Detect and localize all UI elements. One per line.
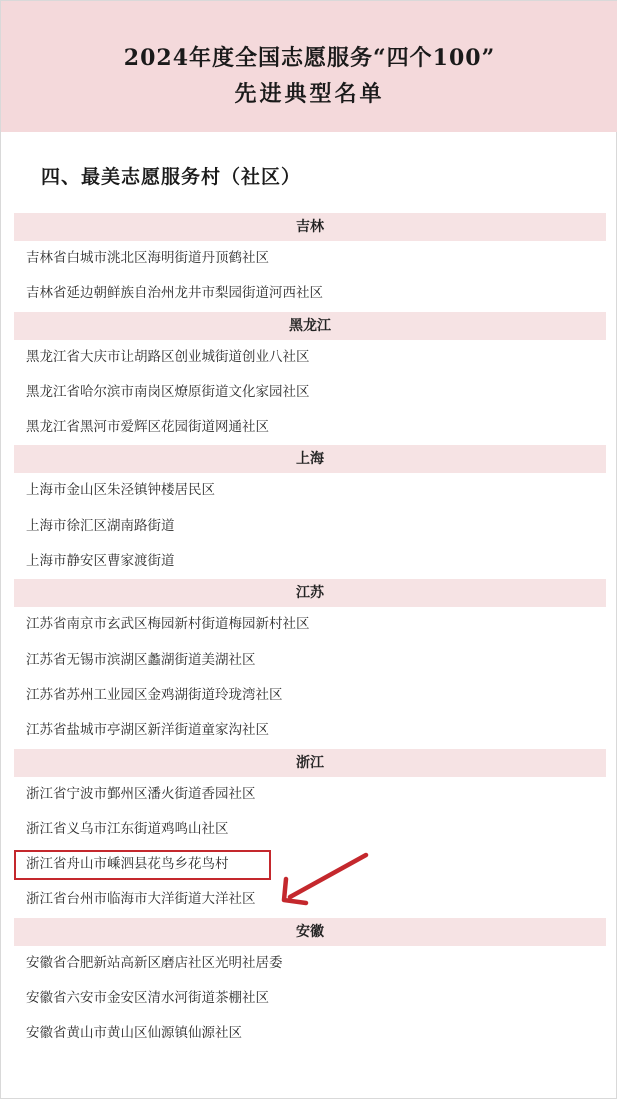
list-item — [14, 375, 606, 410]
list-item — [14, 1016, 606, 1051]
province-header: 浙江 — [14, 749, 606, 777]
list-item-label: 上海市静安区曹家渡街道 — [26, 553, 175, 570]
list-item-label: 江苏省盐城市亭湖区新洋街道童家沟社区 — [26, 722, 269, 739]
village-list — [14, 213, 606, 1052]
province-header: 江苏 — [14, 579, 606, 607]
list-item-label: 安徽省黄山市黄山区仙源镇仙源社区 — [26, 1025, 242, 1042]
header-banner — [1, 1, 617, 132]
list-item — [14, 509, 606, 544]
list-item — [14, 410, 606, 445]
list-item — [14, 544, 606, 579]
list-item — [14, 340, 606, 375]
list-item — [14, 981, 606, 1016]
list-item-label: 吉林省白城市洮北区海明街道丹顶鹤社区 — [26, 250, 269, 266]
list-item-label: 黑龙江省哈尔滨市南岗区燎原街道文化家园社区 — [26, 383, 310, 400]
list-item — [14, 777, 606, 812]
list-item-label: 浙江省舟山市嵊泗县花鸟乡花鸟村 — [26, 856, 229, 873]
list-item-label: 江苏省无锡市滨湖区蠡湖街道美湖社区 — [26, 651, 256, 668]
page-title-line2: 先进典型名单 — [234, 81, 385, 107]
list-item-label: 安徽省合肥新站高新区磨店社区光明社居委 — [26, 954, 283, 971]
arrow-icon — [276, 851, 376, 911]
list-item-label: 上海市徐汇区湖南路街道 — [26, 517, 175, 534]
list-item — [14, 241, 606, 276]
list-item-label: 江苏省苏州工业园区金鸡湖街道玲珑湾社区 — [26, 686, 283, 703]
highlight-box — [14, 850, 271, 880]
province-header: 上海 — [14, 445, 606, 473]
province-header: 安徽 — [14, 918, 606, 946]
page-title-line1: 2024年度全国志愿服务“四个100” — [123, 45, 496, 71]
list-item — [14, 276, 606, 311]
list-item — [14, 678, 606, 713]
list-item-label: 吉林省延边朝鲜族自治州龙井市梨园街道河西社区 — [26, 285, 323, 302]
list-item — [14, 643, 606, 678]
list-item-label: 黑龙江省黑河市爱辉区花园街道网通社区 — [26, 419, 269, 436]
list-item-label: 江苏省南京市玄武区梅园新村街道梅园新村社区 — [26, 616, 310, 633]
list-item-label: 浙江省义乌市江东街道鸡鸣山社区 — [26, 820, 229, 837]
list-item — [14, 607, 606, 642]
list-item-label: 黑龙江省大庆市让胡路区创业城街道创业八社区 — [26, 348, 310, 365]
list-item — [14, 473, 606, 508]
province-header: 黑龙江 — [14, 312, 606, 340]
list-item-label: 上海市金山区朱泾镇钟楼居民区 — [26, 482, 215, 499]
section-title: 四、最美志愿服务村（社区） — [41, 166, 302, 188]
list-item — [14, 946, 606, 981]
list-item — [14, 812, 606, 847]
list-item-label: 安徽省六安市金安区清水河街道茶棚社区 — [26, 990, 269, 1007]
list-item — [14, 713, 606, 748]
province-header: 吉林 — [14, 213, 606, 241]
list-item-label: 浙江省台州市临海市大洋街道大洋社区 — [26, 891, 256, 908]
list-item-label: 浙江省宁波市鄞州区潘火街道香园社区 — [26, 785, 256, 802]
